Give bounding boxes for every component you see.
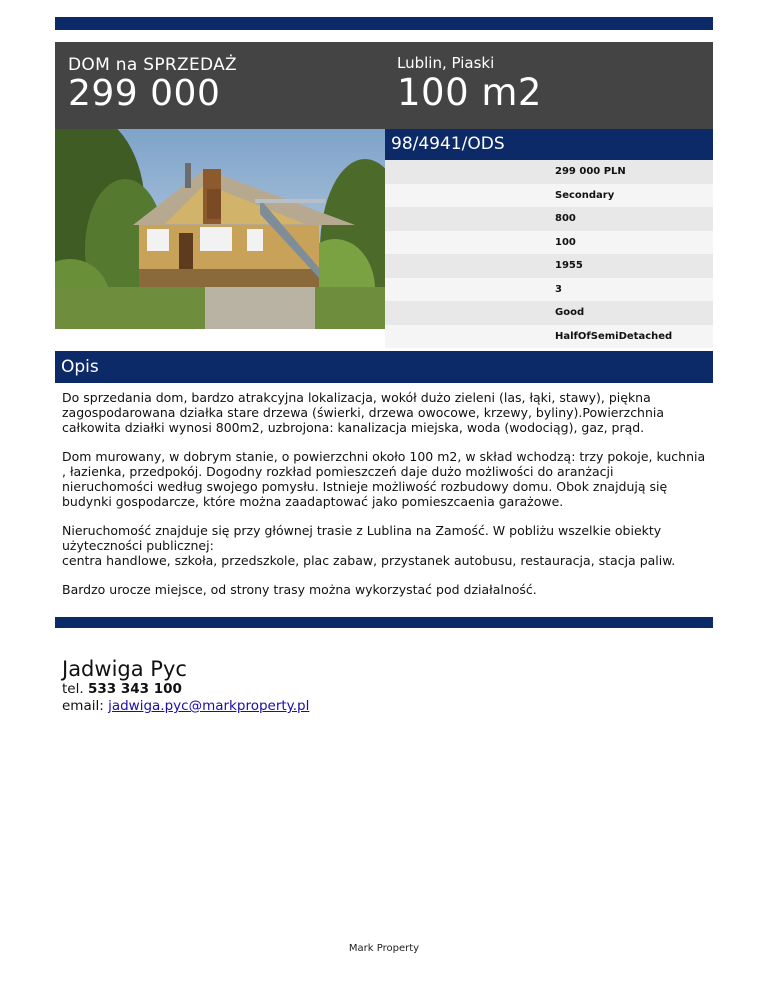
price: 299 000: [68, 73, 221, 114]
description-paragraph: Bardzo urocze miejsce, od strony trasy można wykorzystać pod działalność.: [62, 582, 537, 597]
agent-email-line: [62, 698, 309, 715]
agent-contact: [62, 657, 309, 715]
agent-email-link[interactable]: jadwiga.pyc@markproperty.pl: [108, 698, 310, 714]
agent-phone: 533 343 100: [87, 681, 182, 697]
listing-summary: [55, 42, 713, 129]
param-area: 100: [385, 231, 713, 255]
description-body: [62, 390, 707, 611]
param-year-built: 1955: [385, 254, 713, 278]
location: Lublin, Piaski: [397, 54, 495, 72]
reference-number: 98/4941/ODS: [385, 129, 713, 160]
footer-company: Mark Property: [348, 943, 420, 954]
description-paragraph: Dom murowany, w dobrym stanie, o powierzchni około 100 m2, w skład wchodzą: trzy pokoje, kuchnia , łazienka, przedpokój. Dogodny rozkład pomieszczeń daje dużo możliwości do aranżacji nieruchomości według swojego pomysłu. Istnieje możliwość rozbudowy domu. Obok znajdują się budynki gospodarcze, które można zaadaptować jako pomieszcaenia garażowe.: [62, 449, 706, 509]
param-building-type: HalfOfSemiDetached: [385, 325, 713, 349]
top-bar: [55, 17, 713, 30]
description-paragraph: Nieruchomość znajduje się przy głównej trasie z Lublina na Zamość. W pobliżu wszelkie obiekty użyteczności publicznej: centra handlowe, szkoła, przedszkole, plac zabaw, przystanek autobusu, restauracja, stacja paliw.: [62, 523, 676, 568]
phone-label: tel.: [62, 681, 84, 697]
property-photo: [55, 129, 385, 329]
param-plot-area: 800: [385, 207, 713, 231]
description-heading: Opis: [55, 351, 713, 383]
param-price: 299 000 PLN: [385, 160, 713, 184]
offer-type: DOM na SPRZEDAŻ: [68, 55, 237, 75]
param-market: Secondary: [385, 184, 713, 208]
parameter-table: [385, 160, 713, 348]
section-divider-bar: [55, 617, 713, 628]
description-paragraph: Do sprzedania dom, bardzo atrakcyjna lokalizacja, wokół dużo zieleni (las, łąki, stawy), piękna zagospodarowana działka stare drzewa (świerki, drzewa owocowe, krzewy, byliny).Powierzchnia całkowita działki wynosi 800m2, uzbrojona: kanalizacja miejska, woda (wodociąg), gaz, prąd.: [62, 390, 665, 435]
param-rooms: 3: [385, 278, 713, 302]
agent-phone-line: [62, 681, 309, 698]
area: 100 m2: [397, 71, 542, 114]
agent-name: Jadwiga Pyc: [62, 657, 187, 681]
param-condition: Good: [385, 301, 713, 325]
email-label: email:: [62, 698, 104, 714]
